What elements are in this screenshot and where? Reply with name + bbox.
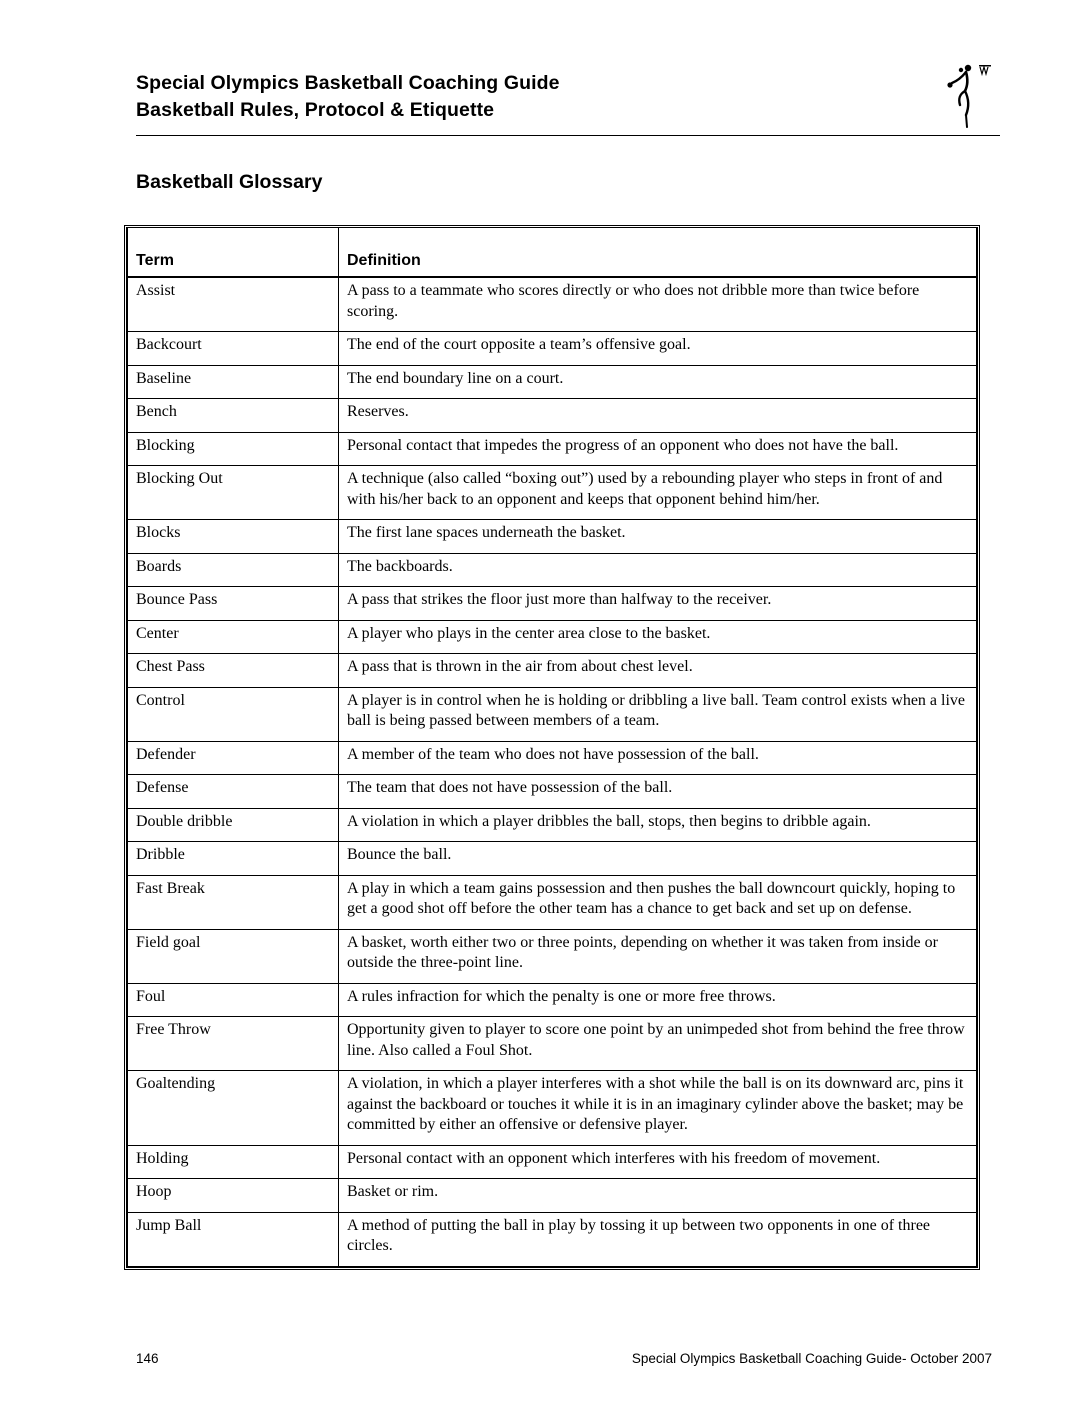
glossary-term: Bounce Pass: [128, 587, 339, 621]
glossary-definition: A member of the team who does not have possession of the ball.: [339, 741, 977, 775]
glossary-definition: Basket or rim.: [339, 1179, 977, 1213]
glossary-term: Chest Pass: [128, 654, 339, 688]
glossary-term: Assist: [128, 277, 339, 332]
table-row: [128, 277, 977, 332]
glossary-definition: A technique (also called “boxing out”) used by a rebounding player who steps in front of and with his/her back to an opponent and keeps that opponent behind him/her.: [339, 466, 977, 520]
column-header-term: Term: [128, 228, 339, 277]
glossary-definition: A player who plays in the center area close to the basket.: [339, 620, 977, 654]
glossary-definition: Bounce the ball.: [339, 842, 977, 876]
glossary-term: Jump Ball: [128, 1212, 339, 1266]
glossary-definition: Personal contact with an opponent which interferes with his freedom of movement.: [339, 1145, 977, 1179]
table-row: [128, 432, 977, 466]
glossary-definition: A player is in control when he is holding or dribbling a live ball. Team control exists when a live ball is being passed between members of a team.: [339, 687, 977, 741]
glossary-term: Blocks: [128, 520, 339, 554]
glossary-term: Hoop: [128, 1179, 339, 1213]
glossary-definition: A violation in which a player dribbles the ball, stops, then begins to dribble again.: [339, 808, 977, 842]
glossary-definition: A method of putting the ball in play by tossing it up between two opponents in one of three circles.: [339, 1212, 977, 1266]
guide-title: Special Olympics Basketball Coaching Guide: [136, 72, 560, 94]
glossary-body: [128, 277, 977, 1266]
glossary-definition: Reserves.: [339, 399, 977, 433]
glossary-term: Boards: [128, 553, 339, 587]
glossary-definition: A pass that is thrown in the air from about chest level.: [339, 654, 977, 688]
glossary-definition: A basket, worth either two or three points, depending on whether it was taken from inside or outside the three-point line.: [339, 929, 977, 983]
glossary-definition: The backboards.: [339, 553, 977, 587]
page-number: 146: [136, 1351, 159, 1366]
glossary-term: Dribble: [128, 842, 339, 876]
table-row: [128, 520, 977, 554]
glossary-term: Baseline: [128, 365, 339, 399]
glossary-term: Free Throw: [128, 1017, 339, 1071]
glossary-definition: The end of the court opposite a team’s offensive goal.: [339, 332, 977, 366]
page-header: [136, 70, 1000, 124]
footer-text: Special Olympics Basketball Coaching Guide- October 2007: [631, 1351, 992, 1366]
table-row: [128, 1179, 977, 1213]
glossary-definition: A pass to a teammate who scores directly or who does not dribble more than twice before scoring.: [339, 277, 977, 332]
table-row: [128, 687, 977, 741]
table-row: [128, 1212, 977, 1266]
glossary-definition: A violation, in which a player interferes with a shot while the ball is on its downward arc, pins it against the backboard or touches it while it is in an imaginary cylinder above the basket; may be committed by either an offensive or defensive player.: [339, 1071, 977, 1146]
table-row: [128, 332, 977, 366]
glossary-term: Backcourt: [128, 332, 339, 366]
glossary-term: Fast Break: [128, 875, 339, 929]
glossary-definition: A pass that strikes the floor just more than halfway to the receiver.: [339, 587, 977, 621]
column-header-definition: Definition: [339, 228, 977, 277]
table-row: [128, 553, 977, 587]
table-row: [128, 399, 977, 433]
special-olympics-basketball-logo-icon: [944, 61, 994, 131]
glossary-term: Foul: [128, 983, 339, 1017]
table-row: [128, 620, 977, 654]
glossary-definition: The team that does not have possession of the ball.: [339, 775, 977, 809]
section-title: Basketball Glossary: [136, 171, 323, 193]
glossary-term: Double dribble: [128, 808, 339, 842]
table-row: [128, 1017, 977, 1071]
table-row: [128, 466, 977, 520]
glossary-term: Blocking Out: [128, 466, 339, 520]
glossary-definition: Opportunity given to player to score one point by an unimpeded shot from behind the free throw line. Also called a Foul Shot.: [339, 1017, 977, 1071]
table-row: [128, 741, 977, 775]
chapter-title: Basketball Rules, Protocol & Etiquette: [136, 99, 495, 121]
glossary-definition: A rules infraction for which the penalty is one or more free throws.: [339, 983, 977, 1017]
table-header-row: [128, 228, 977, 277]
glossary-definition: Personal contact that impedes the progress of an opponent who does not have the ball.: [339, 432, 977, 466]
glossary-term: Control: [128, 687, 339, 741]
table-row: [128, 587, 977, 621]
table-row: [128, 365, 977, 399]
glossary-table-frame: [124, 225, 980, 1270]
header-divider: [136, 135, 1000, 136]
glossary-term: Field goal: [128, 929, 339, 983]
glossary-term: Center: [128, 620, 339, 654]
glossary-table: [127, 228, 977, 1267]
table-row: [128, 775, 977, 809]
table-row: [128, 1145, 977, 1179]
table-row: [128, 929, 977, 983]
glossary-definition: A play in which a team gains possession and then pushes the ball downcourt quickly, hoping to get a good shot off before the other team has a chance to get back and set up on defense.: [339, 875, 977, 929]
glossary-term: Defender: [128, 741, 339, 775]
glossary-term: Defense: [128, 775, 339, 809]
table-row: [128, 1071, 977, 1146]
table-row: [128, 842, 977, 876]
glossary-definition: The first lane spaces underneath the basket.: [339, 520, 977, 554]
table-row: [128, 808, 977, 842]
table-row: [128, 654, 977, 688]
glossary-term: Holding: [128, 1145, 339, 1179]
glossary-term: Blocking: [128, 432, 339, 466]
table-row: [128, 875, 977, 929]
table-row: [128, 983, 977, 1017]
glossary-term: Goaltending: [128, 1071, 339, 1146]
glossary-definition: The end boundary line on a court.: [339, 365, 977, 399]
glossary-term: Bench: [128, 399, 339, 433]
